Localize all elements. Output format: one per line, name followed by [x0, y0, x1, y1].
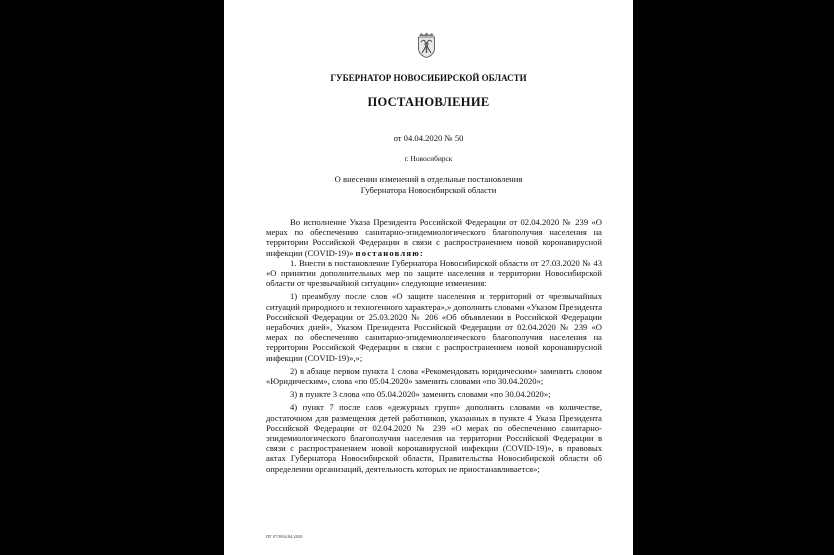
subitem-4-paragraph: 4) пункт 7 после слов «дежурных групп» дополнить словами «в количестве, достаточном для размещения детей работников, указанных в пункте 4 Указа Президента Российской Федерации от 02.04.2020 № 239 «О мерах по обеспечению санитарно-эпидемиологического благополучия населения на территории Российской Федерации в связи с распространением новой коронавирусной инфекции (COVID-19)», в правовых актах Губернатора Новосибирской области, Правительства Новосибирской области об определении организаций, деятельность которых не приостанавливается»;	[266, 402, 602, 474]
coat-of-arms-emblem-icon	[417, 32, 436, 58]
preamble-paragraph	[266, 217, 602, 258]
document-page	[224, 0, 633, 555]
document-body	[266, 217, 602, 474]
preamble-keyword: постановляю:	[355, 247, 425, 258]
subject-line-2: Губернатора Новосибирской области	[360, 185, 497, 195]
document-type-title: ПОСТАНОВЛЕНИЕ	[367, 95, 490, 109]
city-line: г. Новосибирск	[404, 154, 453, 163]
preamble-text: Во исполнение Указа Президента Российской Федерации от 02.04.2020 № 239 «О мерах по обеспечению санитарно-эпидемиологического благополучия населения на территории Российской Федерации в связи с распространением новой коронавирусной инфекции (COVID-19)»	[266, 217, 602, 258]
subitem-2-paragraph: 2) в абзаце первом пункта 1 слова «Рекомендовать юридическим» заменить словом «Юридическим», слова «по 05.04.2020» заменить словами «по 30.04.2020»;	[266, 365, 602, 387]
subitem-3-paragraph: 3) в пункте 3 слова «по 05.04.2020» заменить словами «по 30.04.2020»;	[290, 389, 551, 400]
subitem-1-paragraph: 1) преамбулу после слов «О защите населения и территорий от чрезвычайных ситуаций природного и техногенного характера»,» дополнить словами «Указом Президента Российской Федерации от 25.03.2020 № 206 «Об объявлении в Российской Федерации нерабочих дней», Указом Президента Российской Федерации от 02.04.2020 № 239 «О мерах по обеспечению санитарно-эпидемиологического благополучия населения на территории Российской Федерации в связи с распространением новой коронавирусной инфекции (COVID-19)»,»;	[266, 291, 603, 363]
subject-line-1: О внесении изменений в отдельные постановления	[334, 174, 523, 184]
item-1-paragraph: 1. Внести в постановление Губернатора Новосибирской области от 27.03.2020 № 43 «О принятии дополнительных мер по защите населения и территории Новосибирской области от чрезвычайной ситуации» следующие изменения:	[266, 257, 602, 289]
date-and-number: от 04.04.2020 № 50	[393, 133, 464, 143]
issuing-authority: ГУБЕРНАТОР НОВОСИБИРСКОЙ ОБЛАСТИ	[330, 73, 527, 83]
footer-code: ПГ 07/8/04.04.2020	[266, 534, 303, 539]
